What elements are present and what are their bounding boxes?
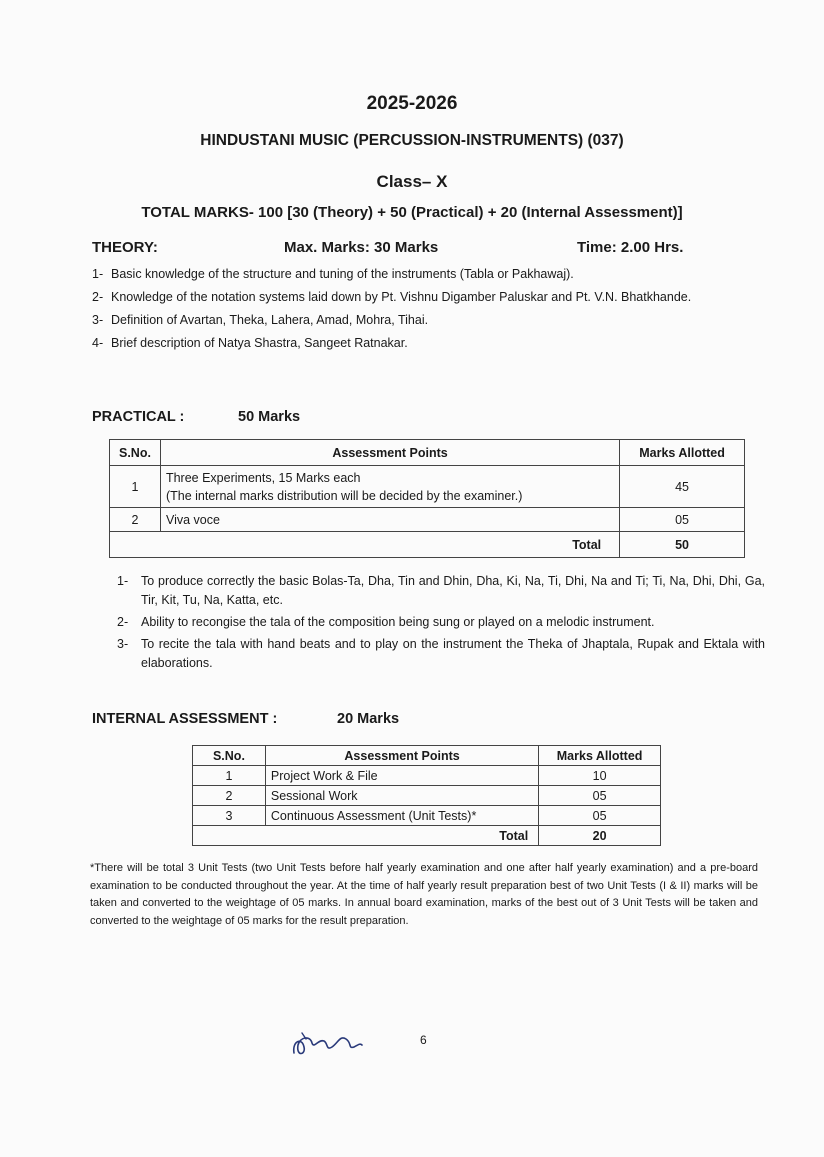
theory-time: Time: 2.00 Hrs. (577, 239, 684, 256)
cell-sno: 3 (193, 806, 266, 826)
column-header-marks: Marks Allotted (620, 440, 745, 466)
cell-points-line: (The internal marks distribution will be decided by the examiner.) (165, 488, 523, 503)
list-item-number: 1- (92, 267, 104, 281)
cell-points-line: Three Experiments, 15 Marks each (165, 470, 361, 485)
list-item-number: 2- (117, 615, 129, 629)
column-header-sno: S.No. (110, 440, 161, 466)
total-label: Total (110, 532, 620, 558)
theory-label: THEORY: (92, 239, 158, 256)
list-item-text: Definition of Avartan, Theka, Lahera, Amad, Mohra, Tihai. (111, 313, 429, 327)
cell-marks: 05 (620, 508, 745, 532)
column-header-sno: S.No. (193, 746, 266, 766)
cell-points (160, 466, 619, 508)
list-item-number: 1- (117, 574, 129, 588)
list-item (117, 613, 765, 632)
table-row (193, 786, 661, 806)
list-item (117, 572, 765, 610)
cell-sno: 2 (193, 786, 266, 806)
column-header-marks: Marks Allotted (539, 746, 661, 766)
table-row (193, 806, 661, 826)
list-item-text: Knowledge of the notation systems laid down by Pt. Vishnu Digamber Paluskar and Pt. V.N. Bhatkhande. (111, 290, 692, 304)
signature (288, 1027, 368, 1061)
theory-list (92, 265, 762, 357)
table-header-row (110, 440, 745, 466)
subject-title: HINDUSTANI MUSIC (PERCUSSION-INSTRUMENTS) (037) (200, 132, 624, 149)
list-item (92, 334, 762, 353)
practical-table (109, 439, 745, 558)
list-item-text: To produce correctly the basic Bolas-Ta, Dha, Tin and Dhin, Dha, Ki, Na, Ti, Dhi, Na and Ti; Ti, Na, Dhi, Dhi, Ga, Tir, Kit, Tu, Na, Katta, etc. (141, 574, 765, 607)
internal-marks: 20 Marks (337, 711, 400, 727)
practical-marks: 50 Marks (238, 409, 301, 425)
cell-sno: 1 (110, 466, 161, 508)
list-item-text: Ability to recongise the tala of the composition being sung or played on a melodic instrument. (141, 615, 655, 629)
list-item-text: To recite the tala with hand beats and to play on the instrument the Theka of Jhaptala, Rupak and Ektala with elaborations. (141, 637, 765, 670)
table-row (193, 766, 661, 786)
cell-points: Project Work & File (265, 766, 538, 786)
total-marks: TOTAL MARKS- 100 [30 (Theory) + 50 (Practical) + 20 (Internal Assessment)] (141, 204, 683, 221)
page-number: 6 (420, 1033, 427, 1047)
cell-sno: 1 (193, 766, 266, 786)
list-item-number: 4- (92, 336, 104, 350)
table-header-row (193, 746, 661, 766)
internal-header (92, 711, 400, 727)
internal-label: INTERNAL ASSESSMENT : (92, 711, 278, 727)
list-item-number: 2- (92, 290, 104, 304)
list-item-text: Brief description of Natya Shastra, Sangeet Ratnakar. (111, 336, 408, 350)
table-row (110, 508, 745, 532)
unit-tests-note: *There will be total 3 Unit Tests (two Unit Tests before half yearly examination and one after half yearly examination) and a pre-board examination to be conducted throughout the year. At the time of half yearly result preparation best of two Unit Tests (I & II) marks will be taken and converted to the weightage of 05 marks. In annual board examination, marks of the best out of 3 Unit Tests will be taken and converted to the weightage of 05 marks for the result preparation. (90, 862, 758, 927)
list-item-number: 3- (117, 637, 129, 651)
list-item (92, 265, 762, 284)
list-item-number: 3- (92, 313, 104, 327)
cell-sno: 2 (110, 508, 161, 532)
cell-points: Continuous Assessment (Unit Tests)* (265, 806, 538, 826)
table-total-row (110, 532, 745, 558)
column-header-points: Assessment Points (160, 440, 619, 466)
column-header-points: Assessment Points (265, 746, 538, 766)
cell-marks: 10 (539, 766, 661, 786)
class-title: Class– X (376, 172, 448, 191)
table-total-row (193, 826, 661, 846)
total-label: Total (193, 826, 539, 846)
academic-year: 2025-2026 (366, 93, 458, 114)
table-row (110, 466, 745, 508)
practical-header (92, 409, 301, 425)
cell-marks: 05 (539, 786, 661, 806)
cell-points: Viva voce (160, 508, 619, 532)
practical-list (117, 572, 765, 676)
total-value: 20 (539, 826, 661, 846)
list-item (92, 311, 762, 330)
internal-table (192, 745, 661, 846)
list-item (117, 635, 765, 673)
list-item-text: Basic knowledge of the structure and tuning of the instruments (Tabla or Pakhawaj). (111, 267, 574, 281)
list-item (92, 288, 762, 307)
theory-max-marks: Max. Marks: 30 Marks (284, 239, 439, 256)
cell-marks: 05 (539, 806, 661, 826)
cell-marks: 45 (620, 466, 745, 508)
cell-points: Sessional Work (265, 786, 538, 806)
total-value: 50 (620, 532, 745, 558)
practical-label: PRACTICAL : (92, 409, 185, 425)
